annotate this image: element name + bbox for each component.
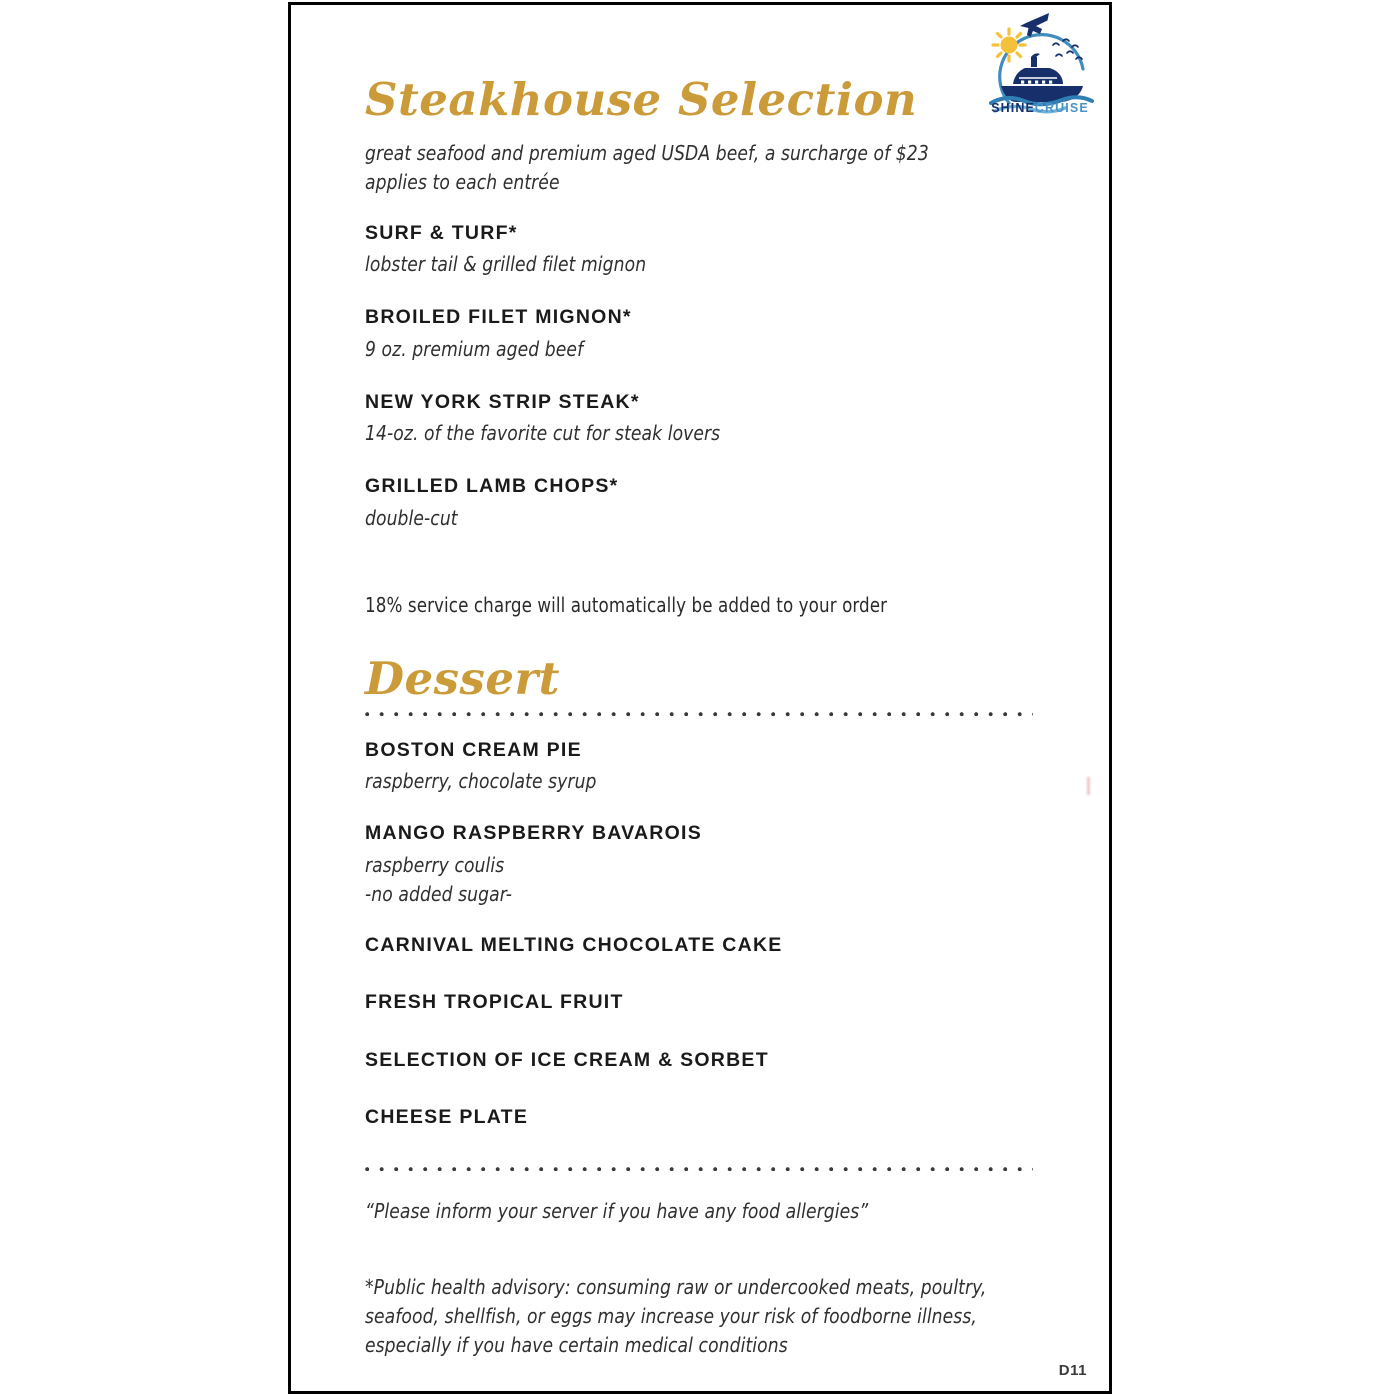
dotted-divider-bottom [365, 1167, 1033, 1172]
dessert-section-title: Dessert [365, 652, 560, 705]
menu-page [288, 2, 1112, 1394]
menu-item-description: raspberry coulis [365, 852, 505, 877]
menu-item-description: double-cut [365, 505, 458, 530]
menu-item [365, 990, 1025, 1014]
menu-item-description: raspberry, chocolate syrup [365, 769, 597, 794]
menu-item-name: SELECTION OF ICE CREAM & SORBET [365, 1048, 769, 1071]
brand-name-secondary: CRUISE [1034, 101, 1089, 115]
dotted-divider-top [365, 712, 1033, 717]
menu-item-description: lobster tail & grilled filet mignon [365, 252, 647, 277]
menu-item-name: GRILLED LAMB CHOPS* [365, 475, 619, 498]
allergy-note: “Please inform your server if you have any food allergies” [365, 1199, 869, 1223]
menu-item-name: SURF & TURF* [365, 222, 518, 244]
menu-item [365, 1048, 1025, 1072]
shine-cruise-logo [979, 7, 1101, 119]
brand-name-primary: SHINE [991, 101, 1035, 115]
menu-item [365, 821, 1025, 909]
health-advisory-note: *Public health advisory: consuming raw or undercooked meats, poultry, seafood, shellfish, or eggs may increase your risk of foodborne illness, especially if you have certain medical conditions [365, 1275, 987, 1358]
menu-item-name: NEW YORK STRIP STEAK* [365, 390, 640, 413]
menu-item-description: 9 oz. premium aged beef [365, 336, 584, 361]
menu-item [365, 221, 1025, 279]
steakhouse-intro-note: great seafood and premium aged USDA beef, a surcharge of $23 applies to each entrée [365, 141, 929, 195]
sun-icon [993, 29, 1025, 61]
print-artifact [1087, 777, 1090, 795]
menu-item [365, 390, 1025, 448]
menu-item-name: CHEESE PLATE [365, 1106, 529, 1129]
menu-item [365, 738, 1025, 796]
menu-item-name: FRESH TROPICAL FRUIT [365, 991, 624, 1014]
menu-item [365, 1105, 1025, 1129]
ship-icon [1001, 53, 1083, 102]
steakhouse-item-list [365, 221, 1025, 533]
menu-page-inner [291, 5, 1109, 1391]
service-charge-note: 18% service charge will automatically be added to your order [365, 593, 888, 617]
menu-item [365, 474, 1025, 532]
menu-item-description-secondary: -no added sugar- [365, 881, 513, 906]
steakhouse-section-title: Steakhouse Selection [365, 73, 918, 126]
menu-item-name: BROILED FILET MIGNON* [365, 306, 632, 329]
menu-item [365, 933, 1025, 957]
menu-item [365, 305, 1025, 363]
menu-item-name: CARNIVAL MELTING CHOCOLATE CAKE [365, 934, 783, 957]
menu-item-description: 14-oz. of the favorite cut for steak lovers [365, 421, 721, 446]
dessert-item-list [365, 738, 1025, 1130]
page-number: D11 [1058, 1362, 1087, 1379]
menu-item-name: MANGO RASPBERRY BAVAROIS [365, 822, 702, 845]
menu-item-name: BOSTON CREAM PIE [365, 739, 582, 761]
